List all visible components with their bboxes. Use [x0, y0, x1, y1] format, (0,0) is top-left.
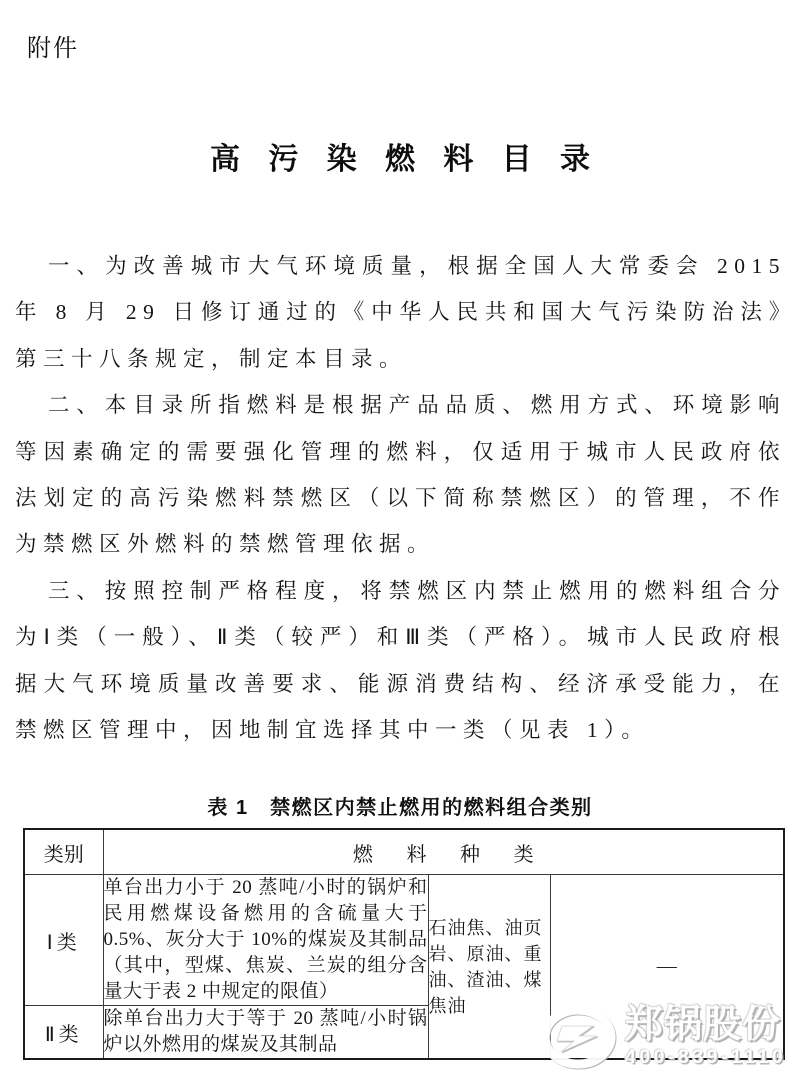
category-1-description: 单台出力小于 20 蒸吨/小时的锅炉和民用燃煤设备燃用的含硫量大于 0.5%、灰分大于 10%的煤炭及其制品（其中，型煤、焦炭、兰炭的组分含量大于表 2 中规定的限值）: [103, 875, 428, 1006]
paragraph-3: 三、按照控制严格程度，将禁燃区内禁止燃用的燃料组合分为Ⅰ类（一般）、Ⅱ类（较严）和Ⅲ类（严格）。城市人民政府根据大气环境质量改善要求、能源消费结构、经济承受能力，在禁燃区管理中，因地制宜选择其中一类（见表 1）。: [15, 578, 786, 743]
col-header-category: 类别: [24, 829, 103, 875]
shared-fuel-group-cell: 石油焦、油页岩、原油、重油、渣油、煤焦油: [428, 875, 550, 1060]
watermark-company: 郑锅股份: [625, 1003, 782, 1046]
table-row-class-1: [24, 875, 784, 1006]
fuel-category-table: [23, 828, 785, 1060]
table-caption: 表 1 禁燃区内禁止燃用的燃料组合类别: [207, 797, 593, 819]
page-title: 高 污 染 燃 料 目 录: [209, 143, 600, 176]
category-2-description: 除单台出力大于等于 20 蒸吨/小时锅炉以外燃用的煤炭及其制品: [103, 1006, 428, 1060]
table-header-row: [24, 829, 784, 875]
watermark-phone: 400-839-1110: [625, 1045, 787, 1068]
paragraph-1: 一、为改善城市大气环境质量，根据全国人大常委会 2015 年 8 月 29 日修订通过的《中华人民共和国大气污染防治法》第三十八条规定，制定本目录。: [15, 254, 786, 371]
attachment-label: 附件: [27, 35, 79, 62]
document-body: [0, 243, 800, 753]
paragraph-2: 二、本目录所指燃料是根据产品品质、燃用方式、环境影响等因素确定的需要强化管理的燃料，仅适用于城市人民政府依法划定的高污染燃料禁燃区（以下简称禁燃区）的管理，不作为禁燃区外燃料的禁燃管理依据。: [15, 393, 786, 557]
category-1-label: Ⅰ类: [24, 875, 103, 1006]
category-2-label: Ⅱ类: [24, 1006, 103, 1060]
col-header-fuel-types: 燃 料 种 类: [103, 829, 784, 875]
shared-extra-cell: —: [550, 875, 784, 1060]
